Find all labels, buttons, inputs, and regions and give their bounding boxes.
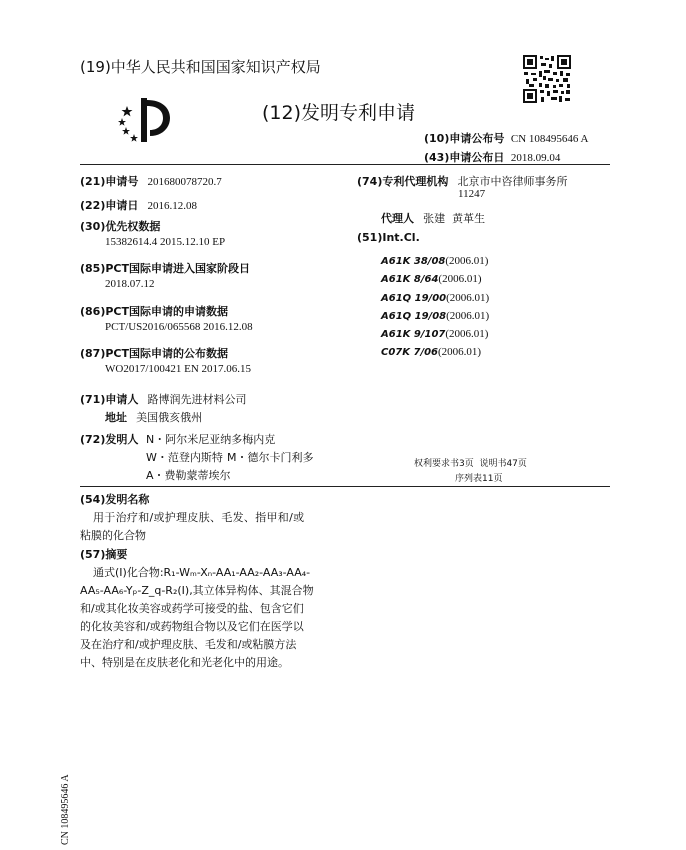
ipc-item: A61K 8/64(2006.01) [381, 273, 482, 285]
qr-code-icon [523, 55, 571, 103]
pct-publication-data: WO2017/100421 EN 2017.06.15 [105, 363, 252, 375]
application-number: 201680078720.7 [147, 176, 222, 188]
abstract-line: 及在治疗和/或护理皮肤、毛发和/或粘膜方法 [80, 638, 297, 651]
invention-title-label: (54)发明名称 [80, 493, 150, 506]
pct-application-label: (86)PCT国际申请的申请数据 [80, 305, 228, 318]
filing-date-row [80, 194, 197, 213]
ipc-item: A61K 9/107(2006.01) [381, 328, 489, 340]
invention-title: 用于治疗和/或护理皮肤、毛发、指甲和/或 [93, 511, 305, 524]
inventor-item: A・费勒蒙蒂埃尔 [146, 469, 231, 482]
address-row [105, 406, 202, 425]
inventors-label: (72)发明人 [80, 433, 139, 446]
agent-names: 张建 黄革生 [423, 212, 486, 225]
abstract-label: (57)摘要 [80, 548, 128, 561]
applicant-label: (71)申请人 [80, 393, 139, 406]
application-number-row [80, 170, 222, 189]
inventor-item: M・德尔卡门利多 [227, 451, 314, 464]
abstract-line: 通式(I)化合物:R₁-Wₘ-Xₙ-AA₁-AA₂-AA₃-AA₄- [93, 566, 311, 579]
side-publication-number: CN 108495646 A [60, 774, 71, 845]
office-name: (19)中华人民共和国国家知识产权局 [80, 58, 321, 76]
publication-number-label: (10)申请公布号 [424, 132, 505, 145]
publication-date: 2018.09.04 [510, 152, 561, 164]
sequence-listing-pages: 序列表11页 [455, 474, 503, 484]
address-value: 美国俄亥俄州 [136, 411, 203, 424]
application-number-label: (21)申请号 [80, 175, 139, 188]
ipc-item: C07K 7/06(2006.01) [381, 346, 482, 358]
agency-label: (74)专利代理机构 [357, 175, 449, 188]
pct-entry-date: 2018.07.12 [105, 278, 155, 290]
address-label: 地址 [105, 411, 127, 424]
abstract-line: AA₅-AA₆-Yₚ-Z_q-R₂(I),其立体异构体、其混合物 [80, 584, 314, 597]
publication-number-row [424, 130, 589, 146]
publication-date-label: (43)申请公布日 [424, 151, 505, 164]
publication-date-row [424, 149, 560, 165]
agency-row [357, 170, 567, 189]
agency-name: 北京市中咨律师事务所 [457, 175, 568, 188]
page-counts: 权利要求书3页 说明书47页 [414, 459, 527, 469]
middle-divider [80, 486, 610, 487]
agent-label: 代理人 [381, 212, 414, 225]
applicant-name: 路博润先进材料公司 [147, 393, 247, 406]
pct-entry-label: (85)PCT国际申请进入国家阶段日 [80, 262, 250, 275]
top-divider [80, 164, 610, 165]
inventor-item: N・阿尔米尼亚纳多梅内克 [146, 433, 276, 446]
pct-application-data: PCT/US2016/065568 2016.12.08 [105, 321, 253, 333]
filing-date: 2016.12.08 [147, 200, 197, 212]
ipc-item: A61K 38/08(2006.01) [381, 255, 489, 267]
invention-title-continued: 粘膜的化合物 [80, 529, 146, 542]
agent-row [381, 207, 485, 226]
filing-date-label: (22)申请日 [80, 199, 139, 212]
abstract-line: 的化妆美容和/或药物组合物以及它们在医学以 [80, 620, 304, 633]
applicant-row [80, 388, 246, 407]
ipc-item: A61Q 19/00(2006.01) [381, 292, 490, 304]
document-type-title: (12)发明专利申请 [262, 102, 416, 124]
ipc-item: A61Q 19/08(2006.01) [381, 310, 490, 322]
pct-publication-label: (87)PCT国际申请的公布数据 [80, 347, 228, 360]
priority-label: (30)优先权数据 [80, 220, 161, 233]
priority-data: 15382614.4 2015.12.10 EP [105, 236, 226, 248]
inventor-item: W・范登内斯特 [146, 451, 223, 464]
ipc-label: (51)Int.Cl. [357, 231, 420, 244]
patent-office-logo-icon [114, 96, 178, 144]
abstract-line: 中、特别是在皮肤老化和光老化中的用途。 [80, 656, 289, 669]
agency-code: 11247 [458, 188, 486, 200]
abstract-line: 和/或其化妆美容或药学可接受的盐、包含它们 [80, 602, 304, 615]
publication-number: CN 108495646 A [510, 133, 589, 145]
